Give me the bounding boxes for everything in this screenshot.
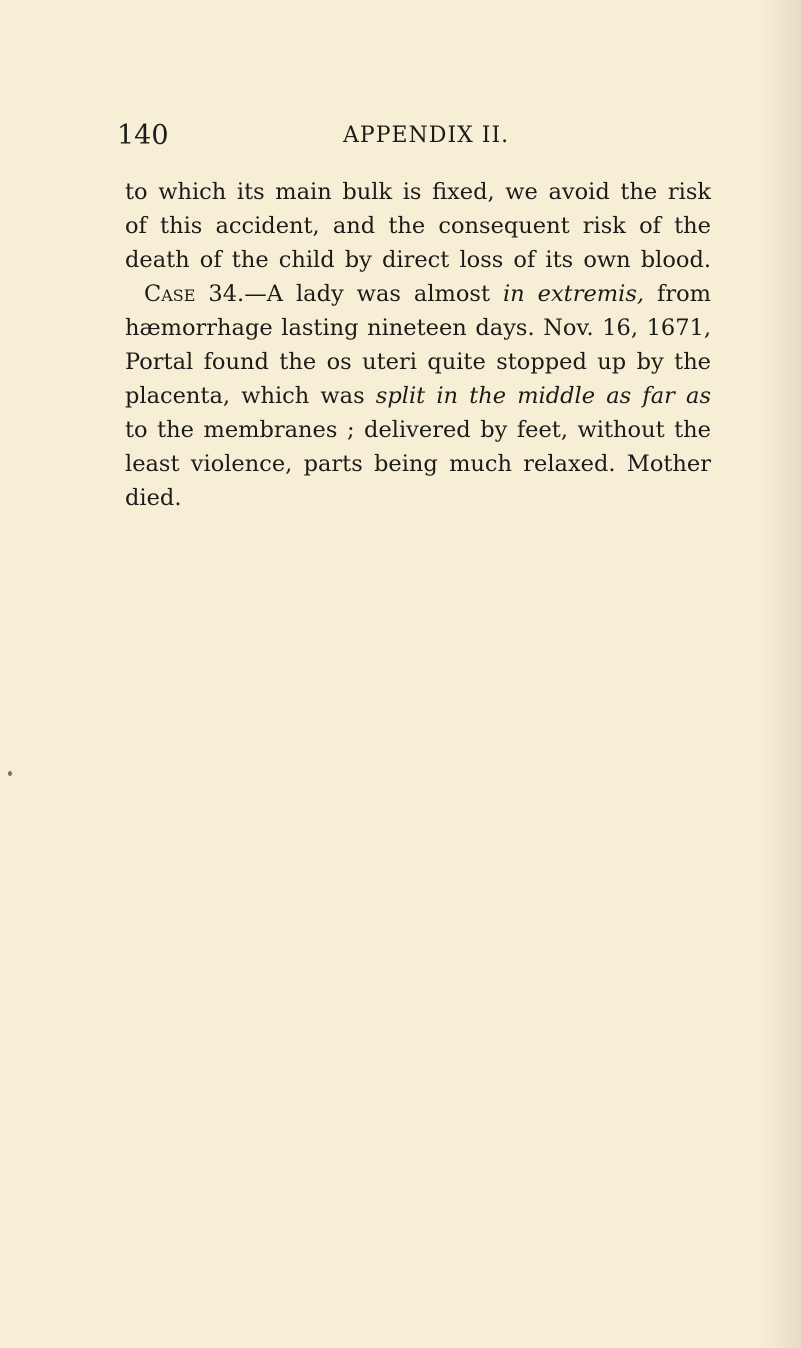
paper-speck	[8, 771, 12, 776]
page-number: 140	[117, 120, 169, 151]
case-intro: 34.—A lady was almost	[195, 281, 503, 307]
text-line: Portal found the os uteri quite stopped up by the	[125, 349, 711, 375]
text-line	[125, 379, 711, 413]
text-line: hæmorrhage lasting nineteen days. Nov. 16, 1671,	[125, 315, 711, 341]
text-line: of this accident, and the consequent risk of the	[125, 213, 711, 239]
case-label: Case	[144, 281, 196, 307]
text-line: least violence, parts being much relaxed. Mother	[125, 451, 711, 477]
text-fragment: from	[644, 281, 711, 307]
running-title: APPENDIX II.	[343, 123, 510, 148]
body-text	[125, 175, 711, 515]
italic-phrase: split in the middle as far as	[375, 383, 711, 409]
running-head	[117, 118, 711, 154]
text-line: to which its main bulk is fixed, we avoid the risk	[125, 179, 711, 205]
italic-phrase: in extremis,	[502, 281, 645, 307]
text-line: died.	[125, 485, 182, 511]
text-fragment: placenta, which was	[125, 383, 376, 409]
text-line: death of the child by direct loss of its own blood.	[125, 247, 711, 273]
case-heading-line	[125, 277, 711, 311]
text-line: to the membranes ; delivered by feet, without the	[125, 417, 711, 443]
